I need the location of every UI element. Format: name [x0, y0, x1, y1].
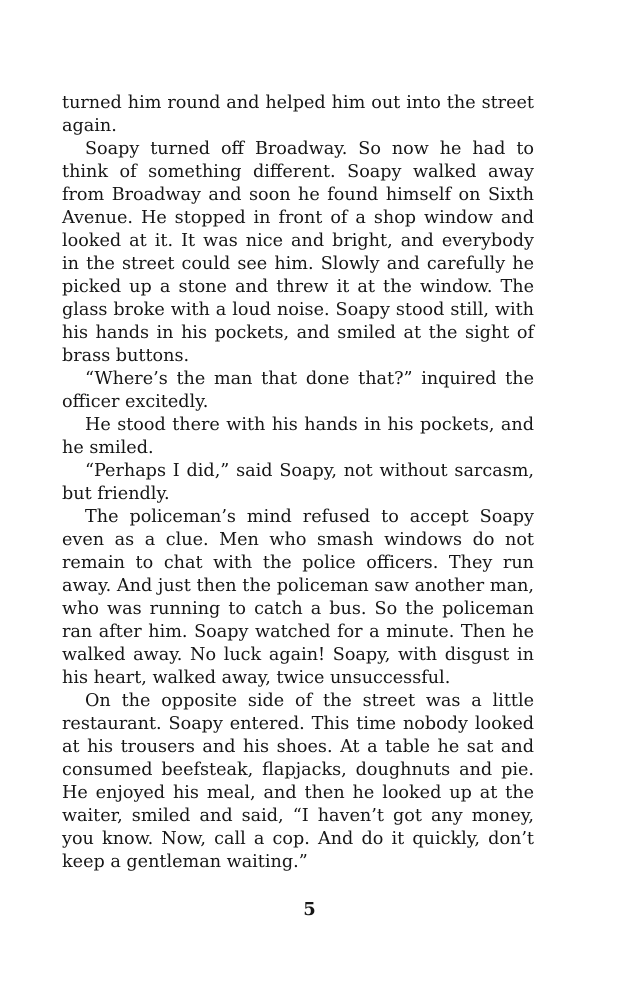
paragraph-continued: turned him round and helped him out into the street again.	[62, 93, 534, 136]
paragraph-broadway: Soapy turned off Broadway. So now he had to think of something different. Soapy walked away from Broadway and soon he found himself on Sixth Avenue. He stopped in front of a shop window and looked at it. It was nice and bright, and everybody in the street could see him. Slowly and carefully he picked up a stone and threw it at the window. The glass broke with a loud noise. Soapy stood still, with his hands in his pockets, and smiled at the sight of brass buttons.	[62, 139, 534, 366]
paragraph-stood-there: He stood there with his hands in his pockets, and he smiled.	[62, 415, 534, 458]
paragraph-officer-question: “Where’s the man that done that?” inquired the officer excitedly.	[62, 369, 534, 412]
paragraph-policeman-mind: The policeman’s mind refused to accept Soapy even as a clue. Men who smash windows do not remain to chat with the police officers. They run away. And just then the policeman saw another man, who was running to catch a bus. So the policeman ran after him. Soapy watched for a minute. Then he walked away. No luck again! Soapy, with disgust in his heart, walked away, twice unsuccessful.	[62, 507, 534, 688]
paragraph-perhaps: “Perhaps I did,” said Soapy, not without sarcasm, but friendly.	[62, 461, 534, 504]
page-text	[62, 92, 534, 874]
page-number: 5	[303, 899, 316, 920]
paragraph-restaurant: On the opposite side of the street was a little restaurant. Soapy entered. This time nobody looked at his trousers and his shoes. At a table he sat and consumed beefsteak, flapjacks, doughnuts and pie. He enjoyed his meal, and then he looked up at the waiter, smiled and said, “I haven’t got any money, you know. Now, call a cop. And do it quickly, don’t keep a gentleman waiting.”	[62, 691, 534, 872]
